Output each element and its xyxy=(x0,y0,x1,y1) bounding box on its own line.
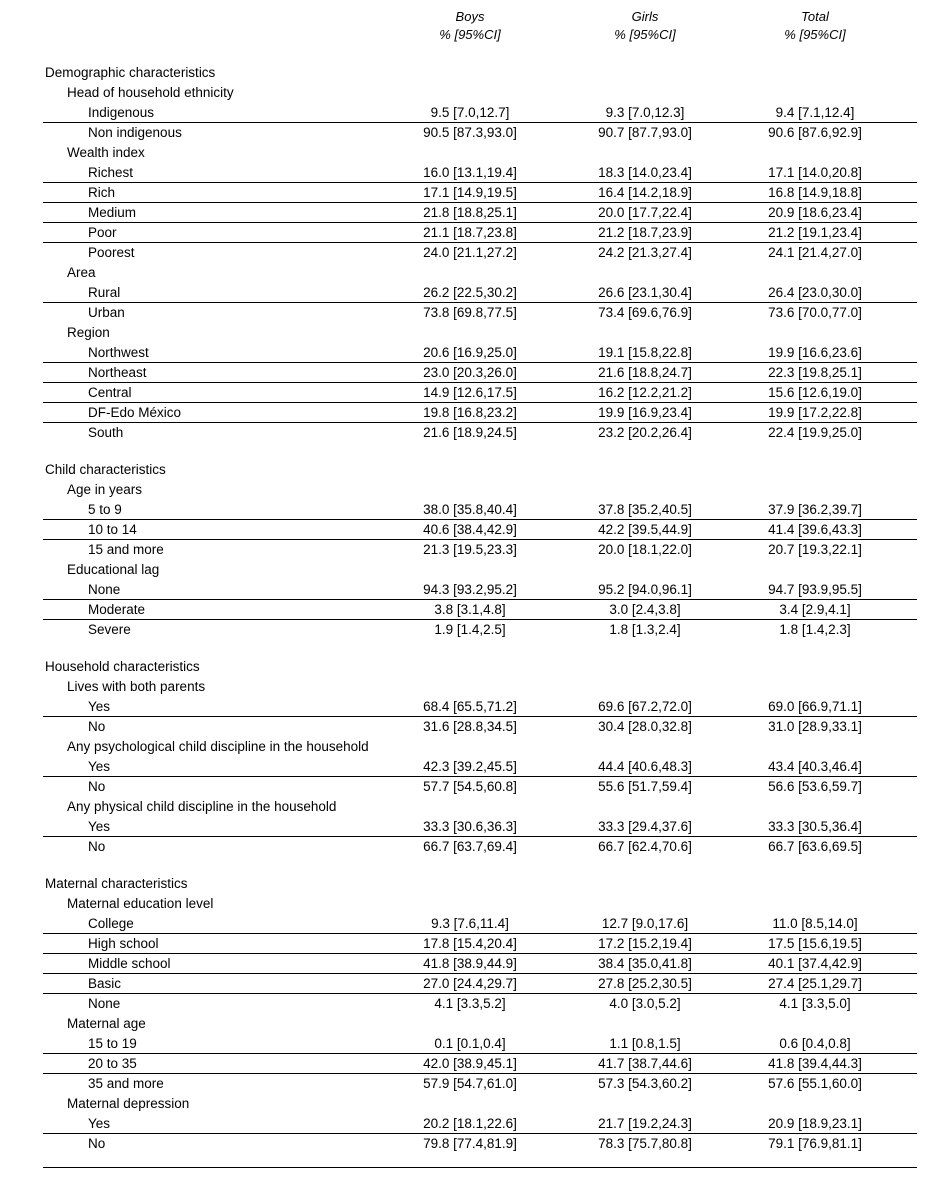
value-cell-total: 79.1 [76.9,81.1] xyxy=(768,1136,862,1151)
row-label: No xyxy=(88,839,106,854)
table-row xyxy=(43,183,917,203)
table-row xyxy=(43,303,917,323)
row-label: Yes xyxy=(88,819,111,834)
value-cell-total: 73.6 [70.0,77.0] xyxy=(768,305,862,320)
value-cell-girls: 38.4 [35.0,41.8] xyxy=(598,956,692,971)
row-label: Poor xyxy=(88,225,117,240)
table-row xyxy=(43,403,917,423)
value-cell-girls: 24.2 [21.3,27.4] xyxy=(598,245,692,260)
value-cell-girls: 37.8 [35.2,40.5] xyxy=(598,502,692,517)
row-label: South xyxy=(88,425,124,440)
row-label: DF-Edo México xyxy=(88,405,182,420)
value-cell-girls: 20.0 [17.7,22.4] xyxy=(598,205,692,220)
value-cell-girls: 21.2 [18.7,23.9] xyxy=(598,225,692,240)
value-cell-boys: 21.6 [18.9,24.5] xyxy=(423,425,517,440)
table-row xyxy=(43,600,917,620)
group-title: Lives with both parents xyxy=(67,679,206,694)
value-cell-boys: 26.2 [22.5,30.2] xyxy=(423,285,517,300)
value-cell-total: 17.5 [15.6,19.5] xyxy=(768,936,862,951)
value-cell-boys: 68.4 [65.5,71.2] xyxy=(423,699,517,714)
value-cell-total: 66.7 [63.6,69.5] xyxy=(768,839,862,854)
value-cell-girls: 1.1 [0.8,1.5] xyxy=(609,1036,681,1051)
value-cell-total: 69.0 [66.9,71.1] xyxy=(768,699,862,714)
value-cell-boys: 79.8 [77.4,81.9] xyxy=(423,1136,517,1151)
column-header-total xyxy=(713,8,917,44)
table-row xyxy=(43,500,917,520)
column-header-girls-label: Girls xyxy=(631,9,659,24)
table-row xyxy=(43,163,917,183)
value-cell-boys: 9.3 [7.6,11.4] xyxy=(431,916,509,931)
value-cell-girls: 27.8 [25.2,30.5] xyxy=(598,976,692,991)
column-header-boys-label: Boys xyxy=(455,9,485,24)
characteristics-table xyxy=(43,8,917,1168)
section xyxy=(43,657,917,857)
value-cell-total: 22.3 [19.8,25.1] xyxy=(768,365,862,380)
table-row xyxy=(43,520,917,540)
value-cell-girls: 19.9 [16.9,23.4] xyxy=(598,405,692,420)
value-cell-total: 33.3 [30.5,36.4] xyxy=(768,819,862,834)
row-label: Medium xyxy=(88,205,137,220)
row-label: No xyxy=(88,1136,106,1151)
table-row xyxy=(43,243,917,263)
value-cell-boys: 66.7 [63.7,69.4] xyxy=(423,839,517,854)
value-cell-boys: 3.8 [3.1,4.8] xyxy=(434,602,506,617)
row-label: Northwest xyxy=(88,345,149,360)
table-row xyxy=(43,580,917,600)
value-cell-boys: 16.0 [13.1,19.4] xyxy=(423,165,517,180)
section-title: Maternal characteristics xyxy=(45,876,188,891)
row-label: Middle school xyxy=(88,956,171,971)
value-cell-boys: 57.7 [54.5,60.8] xyxy=(423,779,517,794)
section-title: Child characteristics xyxy=(45,462,166,477)
table-row xyxy=(43,1074,917,1094)
table-row xyxy=(43,757,917,777)
column-header-boys xyxy=(363,8,577,44)
value-cell-total: 0.6 [0.4,0.8] xyxy=(779,1036,851,1051)
table-row xyxy=(43,1114,917,1134)
value-cell-girls: 23.2 [20.2,26.4] xyxy=(598,425,692,440)
value-cell-total: 24.1 [21.4,27.0] xyxy=(768,245,862,260)
value-cell-girls: 20.0 [18.1,22.0] xyxy=(598,542,692,557)
value-cell-girls: 44.4 [40.6,48.3] xyxy=(598,759,692,774)
row-label: 5 to 9 xyxy=(88,502,122,517)
value-cell-girls: 55.6 [51.7,59.4] xyxy=(598,779,692,794)
row-label: Indigenous xyxy=(88,105,155,120)
column-header-girls xyxy=(577,8,713,44)
value-cell-total: 57.6 [55.1,60.0] xyxy=(768,1076,862,1091)
value-cell-total: 26.4 [23.0,30.0] xyxy=(768,285,862,300)
group-title: Wealth index xyxy=(67,145,145,160)
table-row xyxy=(43,914,917,934)
table-row xyxy=(43,934,917,954)
group-title: Head of household ethnicity xyxy=(67,85,234,100)
value-cell-girls: 16.4 [14.2,18.9] xyxy=(598,185,692,200)
value-cell-total: 22.4 [19.9,25.0] xyxy=(768,425,862,440)
row-label: No xyxy=(88,779,106,794)
row-label: 10 to 14 xyxy=(88,522,137,537)
row-label: 35 and more xyxy=(88,1076,164,1091)
column-header-total-unit: % [95%CI] xyxy=(784,27,846,42)
group-title: Any physical child discipline in the household xyxy=(67,799,337,814)
section xyxy=(43,874,917,1154)
value-cell-girls: 57.3 [54.3,60.2] xyxy=(598,1076,692,1091)
value-cell-boys: 27.0 [24.4,29.7] xyxy=(423,976,517,991)
group-title: Maternal depression xyxy=(67,1096,190,1111)
table-bottom-rule xyxy=(43,1167,917,1168)
table-row xyxy=(43,994,917,1014)
value-cell-boys: 4.1 [3.3,5.2] xyxy=(434,996,506,1011)
value-cell-total: 20.7 [19.3,22.1] xyxy=(768,542,862,557)
value-cell-total: 11.0 [8.5,14.0] xyxy=(772,916,858,931)
value-cell-girls: 30.4 [28.0,32.8] xyxy=(598,719,692,734)
row-label: Rural xyxy=(88,285,121,300)
row-label: Northeast xyxy=(88,365,147,380)
value-cell-total: 19.9 [17.2,22.8] xyxy=(768,405,862,420)
group-title: Educational lag xyxy=(67,562,160,577)
group-title: Any psychological child discipline in the household xyxy=(67,739,369,754)
value-cell-total: 41.4 [39.6,43.3] xyxy=(768,522,862,537)
row-label: Severe xyxy=(88,622,131,637)
section-title: Demographic characteristics xyxy=(45,65,216,80)
column-header-total-label: Total xyxy=(801,9,829,24)
value-cell-girls: 95.2 [94.0,96.1] xyxy=(598,582,692,597)
table-row xyxy=(43,697,917,717)
row-label: Yes xyxy=(88,1116,111,1131)
value-cell-boys: 21.3 [19.5,23.3] xyxy=(423,542,517,557)
table-row xyxy=(43,423,917,443)
row-label: Rich xyxy=(88,185,116,200)
table-row xyxy=(43,203,917,223)
value-cell-girls: 12.7 [9.0,17.6] xyxy=(601,916,689,931)
value-cell-total: 20.9 [18.9,23.1] xyxy=(768,1116,862,1131)
value-cell-total: 37.9 [36.2,39.7] xyxy=(768,502,862,517)
value-cell-total: 56.6 [53.6,59.7] xyxy=(768,779,862,794)
table-row xyxy=(43,954,917,974)
value-cell-boys: 90.5 [87.3,93.0] xyxy=(423,125,517,140)
value-cell-total: 15.6 [12.6,19.0] xyxy=(768,385,862,400)
value-cell-boys: 57.9 [54.7,61.0] xyxy=(423,1076,517,1091)
row-label: Basic xyxy=(88,976,122,991)
value-cell-total: 1.8 [1.4,2.3] xyxy=(779,622,851,637)
value-cell-boys: 21.8 [18.8,25.1] xyxy=(423,205,517,220)
table-row xyxy=(43,974,917,994)
value-cell-total: 20.9 [18.6,23.4] xyxy=(768,205,862,220)
value-cell-girls: 21.6 [18.8,24.7] xyxy=(598,365,692,380)
group-title: Age in years xyxy=(67,482,143,497)
value-cell-boys: 17.1 [14.9,19.5] xyxy=(423,185,517,200)
group-title: Maternal education level xyxy=(67,896,214,911)
row-label: 15 and more xyxy=(88,542,164,557)
row-label: Richest xyxy=(88,165,134,180)
table-row xyxy=(43,223,917,243)
column-header-boys-unit: % [95%CI] xyxy=(439,27,501,42)
table-row xyxy=(43,383,917,403)
value-cell-girls: 78.3 [75.7,80.8] xyxy=(598,1136,692,1151)
row-label: College xyxy=(88,916,134,931)
row-label: None xyxy=(88,582,121,597)
value-cell-total: 27.4 [25.1,29.7] xyxy=(768,976,862,991)
table-row xyxy=(43,103,917,123)
value-cell-girls: 4.0 [3.0,5.2] xyxy=(609,996,681,1011)
value-cell-girls: 18.3 [14.0,23.4] xyxy=(598,165,692,180)
value-cell-girls: 42.2 [39.5,44.9] xyxy=(598,522,692,537)
value-cell-girls: 17.2 [15.2,19.4] xyxy=(598,936,692,951)
row-label: Moderate xyxy=(88,602,146,617)
value-cell-boys: 21.1 [18.7,23.8] xyxy=(423,225,517,240)
value-cell-girls: 9.3 [7.0,12.3] xyxy=(605,105,685,120)
value-cell-girls: 33.3 [29.4,37.6] xyxy=(598,819,692,834)
row-label: High school xyxy=(88,936,159,951)
value-cell-boys: 24.0 [21.1,27.2] xyxy=(423,245,517,260)
value-cell-total: 9.4 [7.1,12.4] xyxy=(775,105,855,120)
row-label: Non indigenous xyxy=(88,125,182,140)
value-cell-girls: 26.6 [23.1,30.4] xyxy=(598,285,692,300)
value-cell-total: 16.8 [14.9,18.8] xyxy=(768,185,862,200)
row-label: 20 to 35 xyxy=(88,1056,137,1071)
value-cell-boys: 33.3 [30.6,36.3] xyxy=(423,819,517,834)
row-label: None xyxy=(88,996,121,1011)
value-cell-boys: 19.8 [16.8,23.2] xyxy=(423,405,517,420)
row-label: 15 to 19 xyxy=(88,1036,137,1051)
table-body xyxy=(43,63,917,1154)
value-cell-girls: 69.6 [67.2,72.0] xyxy=(598,699,692,714)
value-cell-boys: 40.6 [38.4,42.9] xyxy=(423,522,517,537)
value-cell-boys: 42.3 [39.2,45.5] xyxy=(423,759,517,774)
table-row xyxy=(43,1034,917,1054)
section xyxy=(43,63,917,443)
value-cell-total: 31.0 [28.9,33.1] xyxy=(768,719,862,734)
column-header-girls-unit: % [95%CI] xyxy=(614,27,676,42)
value-cell-girls: 16.2 [12.2,21.2] xyxy=(598,385,692,400)
value-cell-total: 3.4 [2.9,4.1] xyxy=(779,602,851,617)
table-row xyxy=(43,817,917,837)
value-cell-boys: 23.0 [20.3,26.0] xyxy=(423,365,517,380)
value-cell-girls: 21.7 [19.2,24.3] xyxy=(598,1116,692,1131)
value-cell-girls: 73.4 [69.6,76.9] xyxy=(598,305,692,320)
value-cell-girls: 41.7 [38.7,44.6] xyxy=(598,1056,692,1071)
value-cell-total: 19.9 [16.6,23.6] xyxy=(768,345,862,360)
table-row xyxy=(43,837,917,857)
value-cell-girls: 19.1 [15.8,22.8] xyxy=(598,345,692,360)
table-row xyxy=(43,363,917,383)
table-row xyxy=(43,1054,917,1074)
value-cell-boys: 73.8 [69.8,77.5] xyxy=(423,305,517,320)
value-cell-girls: 1.8 [1.3,2.4] xyxy=(609,622,681,637)
group-title: Region xyxy=(67,325,110,340)
value-cell-boys: 41.8 [38.9,44.9] xyxy=(423,956,517,971)
section xyxy=(43,460,917,640)
header-label-spacer xyxy=(43,8,363,44)
value-cell-total: 17.1 [14.0,20.8] xyxy=(768,165,862,180)
value-cell-boys: 14.9 [12.6,17.5] xyxy=(423,385,517,400)
value-cell-boys: 17.8 [15.4,20.4] xyxy=(423,936,517,951)
table-row xyxy=(43,1134,917,1154)
value-cell-total: 40.1 [37.4,42.9] xyxy=(768,956,862,971)
row-label: Poorest xyxy=(88,245,135,260)
value-cell-boys: 20.6 [16.9,25.0] xyxy=(423,345,517,360)
value-cell-total: 21.2 [19.1,23.4] xyxy=(768,225,862,240)
value-cell-girls: 90.7 [87.7,93.0] xyxy=(598,125,692,140)
section-title: Household characteristics xyxy=(45,659,200,674)
value-cell-boys: 42.0 [38.9,45.1] xyxy=(423,1056,517,1071)
value-cell-total: 43.4 [40.3,46.4] xyxy=(768,759,862,774)
value-cell-boys: 9.5 [7.0,12.7] xyxy=(430,105,510,120)
row-label: Urban xyxy=(88,305,125,320)
row-label: Yes xyxy=(88,759,111,774)
table-row xyxy=(43,343,917,363)
table-row xyxy=(43,717,917,737)
group-title: Area xyxy=(67,265,96,280)
table-header xyxy=(43,8,917,44)
value-cell-boys: 1.9 [1.4,2.5] xyxy=(434,622,506,637)
table-row xyxy=(43,777,917,797)
table-row xyxy=(43,620,917,640)
value-cell-girls: 66.7 [62.4,70.6] xyxy=(598,839,692,854)
value-cell-total: 94.7 [93.9,95.5] xyxy=(768,582,862,597)
value-cell-boys: 0.1 [0.1,0.4] xyxy=(434,1036,506,1051)
table-row xyxy=(43,123,917,143)
value-cell-total: 41.8 [39.4,44.3] xyxy=(768,1056,862,1071)
row-label: Yes xyxy=(88,699,111,714)
value-cell-boys: 38.0 [35.8,40.4] xyxy=(423,502,517,517)
row-label: Central xyxy=(88,385,132,400)
value-cell-boys: 94.3 [93.2,95.2] xyxy=(423,582,517,597)
table-row xyxy=(43,283,917,303)
table-row xyxy=(43,540,917,560)
value-cell-total: 90.6 [87.6,92.9] xyxy=(768,125,862,140)
group-title: Maternal age xyxy=(67,1016,146,1031)
value-cell-boys: 20.2 [18.1,22.6] xyxy=(423,1116,517,1131)
value-cell-girls: 3.0 [2.4,3.8] xyxy=(609,602,681,617)
value-cell-boys: 31.6 [28.8,34.5] xyxy=(423,719,517,734)
value-cell-total: 4.1 [3.3,5.0] xyxy=(779,996,851,1011)
row-label: No xyxy=(88,719,106,734)
